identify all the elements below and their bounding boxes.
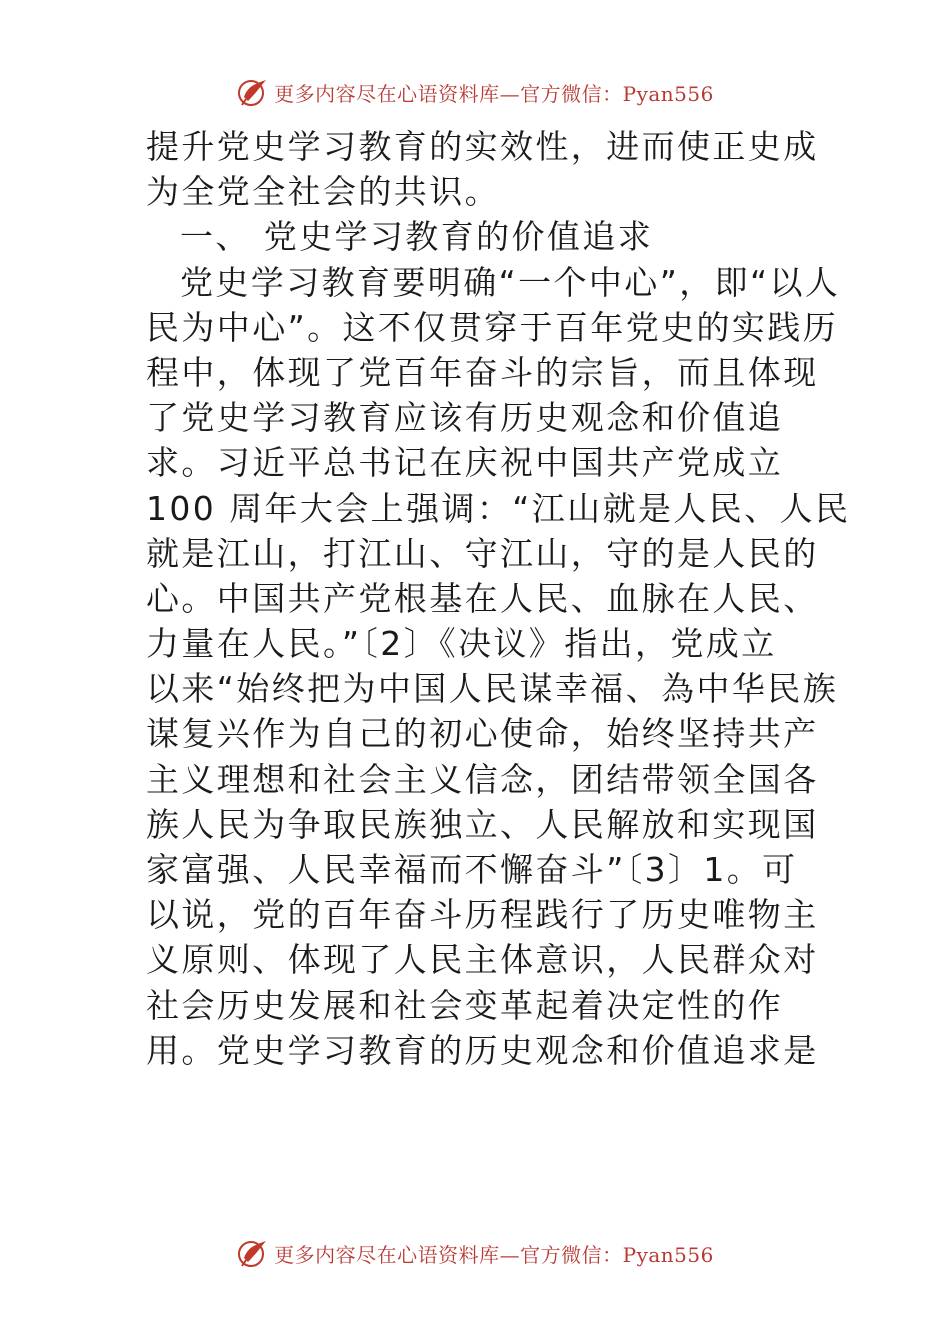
text-line: 用。党史学习教育的历史观念和价值追求是 [146, 1030, 819, 1070]
section-heading: 一、 党史学习教育的价值追求 [180, 217, 654, 257]
text-line: 社会历史发展和社会变革起着决定性的作 [146, 985, 784, 1025]
document-body [146, 124, 851, 1073]
text-line: 就是江山，打江山、守江山，守的是人民的 [146, 533, 819, 573]
text-line: 100 周年大会上强调：“江山就是人民、人民 [146, 488, 851, 528]
logo-icon [236, 1236, 270, 1270]
footer-watermark [0, 1233, 950, 1273]
header-watermark [0, 72, 950, 112]
watermark-text: 更多内容尽在心语资料库—官方微信：Pyan556 [274, 81, 714, 106]
text-line: 为全党全社会的共识。 [146, 172, 500, 212]
text-line: 主义理想和社会主义信念，团结带领全国各 [146, 759, 819, 799]
text-line: 以来“始终把为中国人民谋幸福、為中华民族 [146, 669, 839, 709]
text-line: 民为中心”。这不仅贯穿于百年党史的实践历 [146, 307, 839, 347]
text-line: 以说，党的百年奋斗历程践行了历史唯物主 [146, 895, 819, 935]
watermark-text: 更多内容尽在心语资料库—官方微信：Pyan556 [274, 1242, 714, 1267]
text-line: 族人民为争取民族独立、人民解放和实现国 [146, 804, 819, 844]
text-line: 党史学习教育要明确“一个中心”，即“以人 [180, 262, 841, 302]
text-line: 程中，体现了党百年奋斗的宗旨，而且体现 [146, 352, 819, 392]
logo-icon [236, 75, 270, 109]
text-line: 谋复兴作为自己的初心使命，始终坚持共产 [146, 714, 819, 754]
text-line: 了党史学习教育应该有历史观念和价值追 [146, 398, 784, 438]
text-line: 提升党史学习教育的实效性，进而使正史成 [146, 127, 819, 166]
text-line: 力量在人民。”〔2〕《决议》指出，党成立 [146, 624, 777, 664]
text-line: 心。中国共产党根基在人民、血脉在人民、 [146, 578, 819, 618]
text-line: 义原则、体现了人民主体意识，人民群众对 [146, 940, 819, 980]
text-line: 求。习近平总书记在庆祝中国共产党成立 [146, 443, 784, 483]
text-line: 家富强、人民幸福而不懈奋斗”〔3〕1。可 [146, 850, 798, 889]
